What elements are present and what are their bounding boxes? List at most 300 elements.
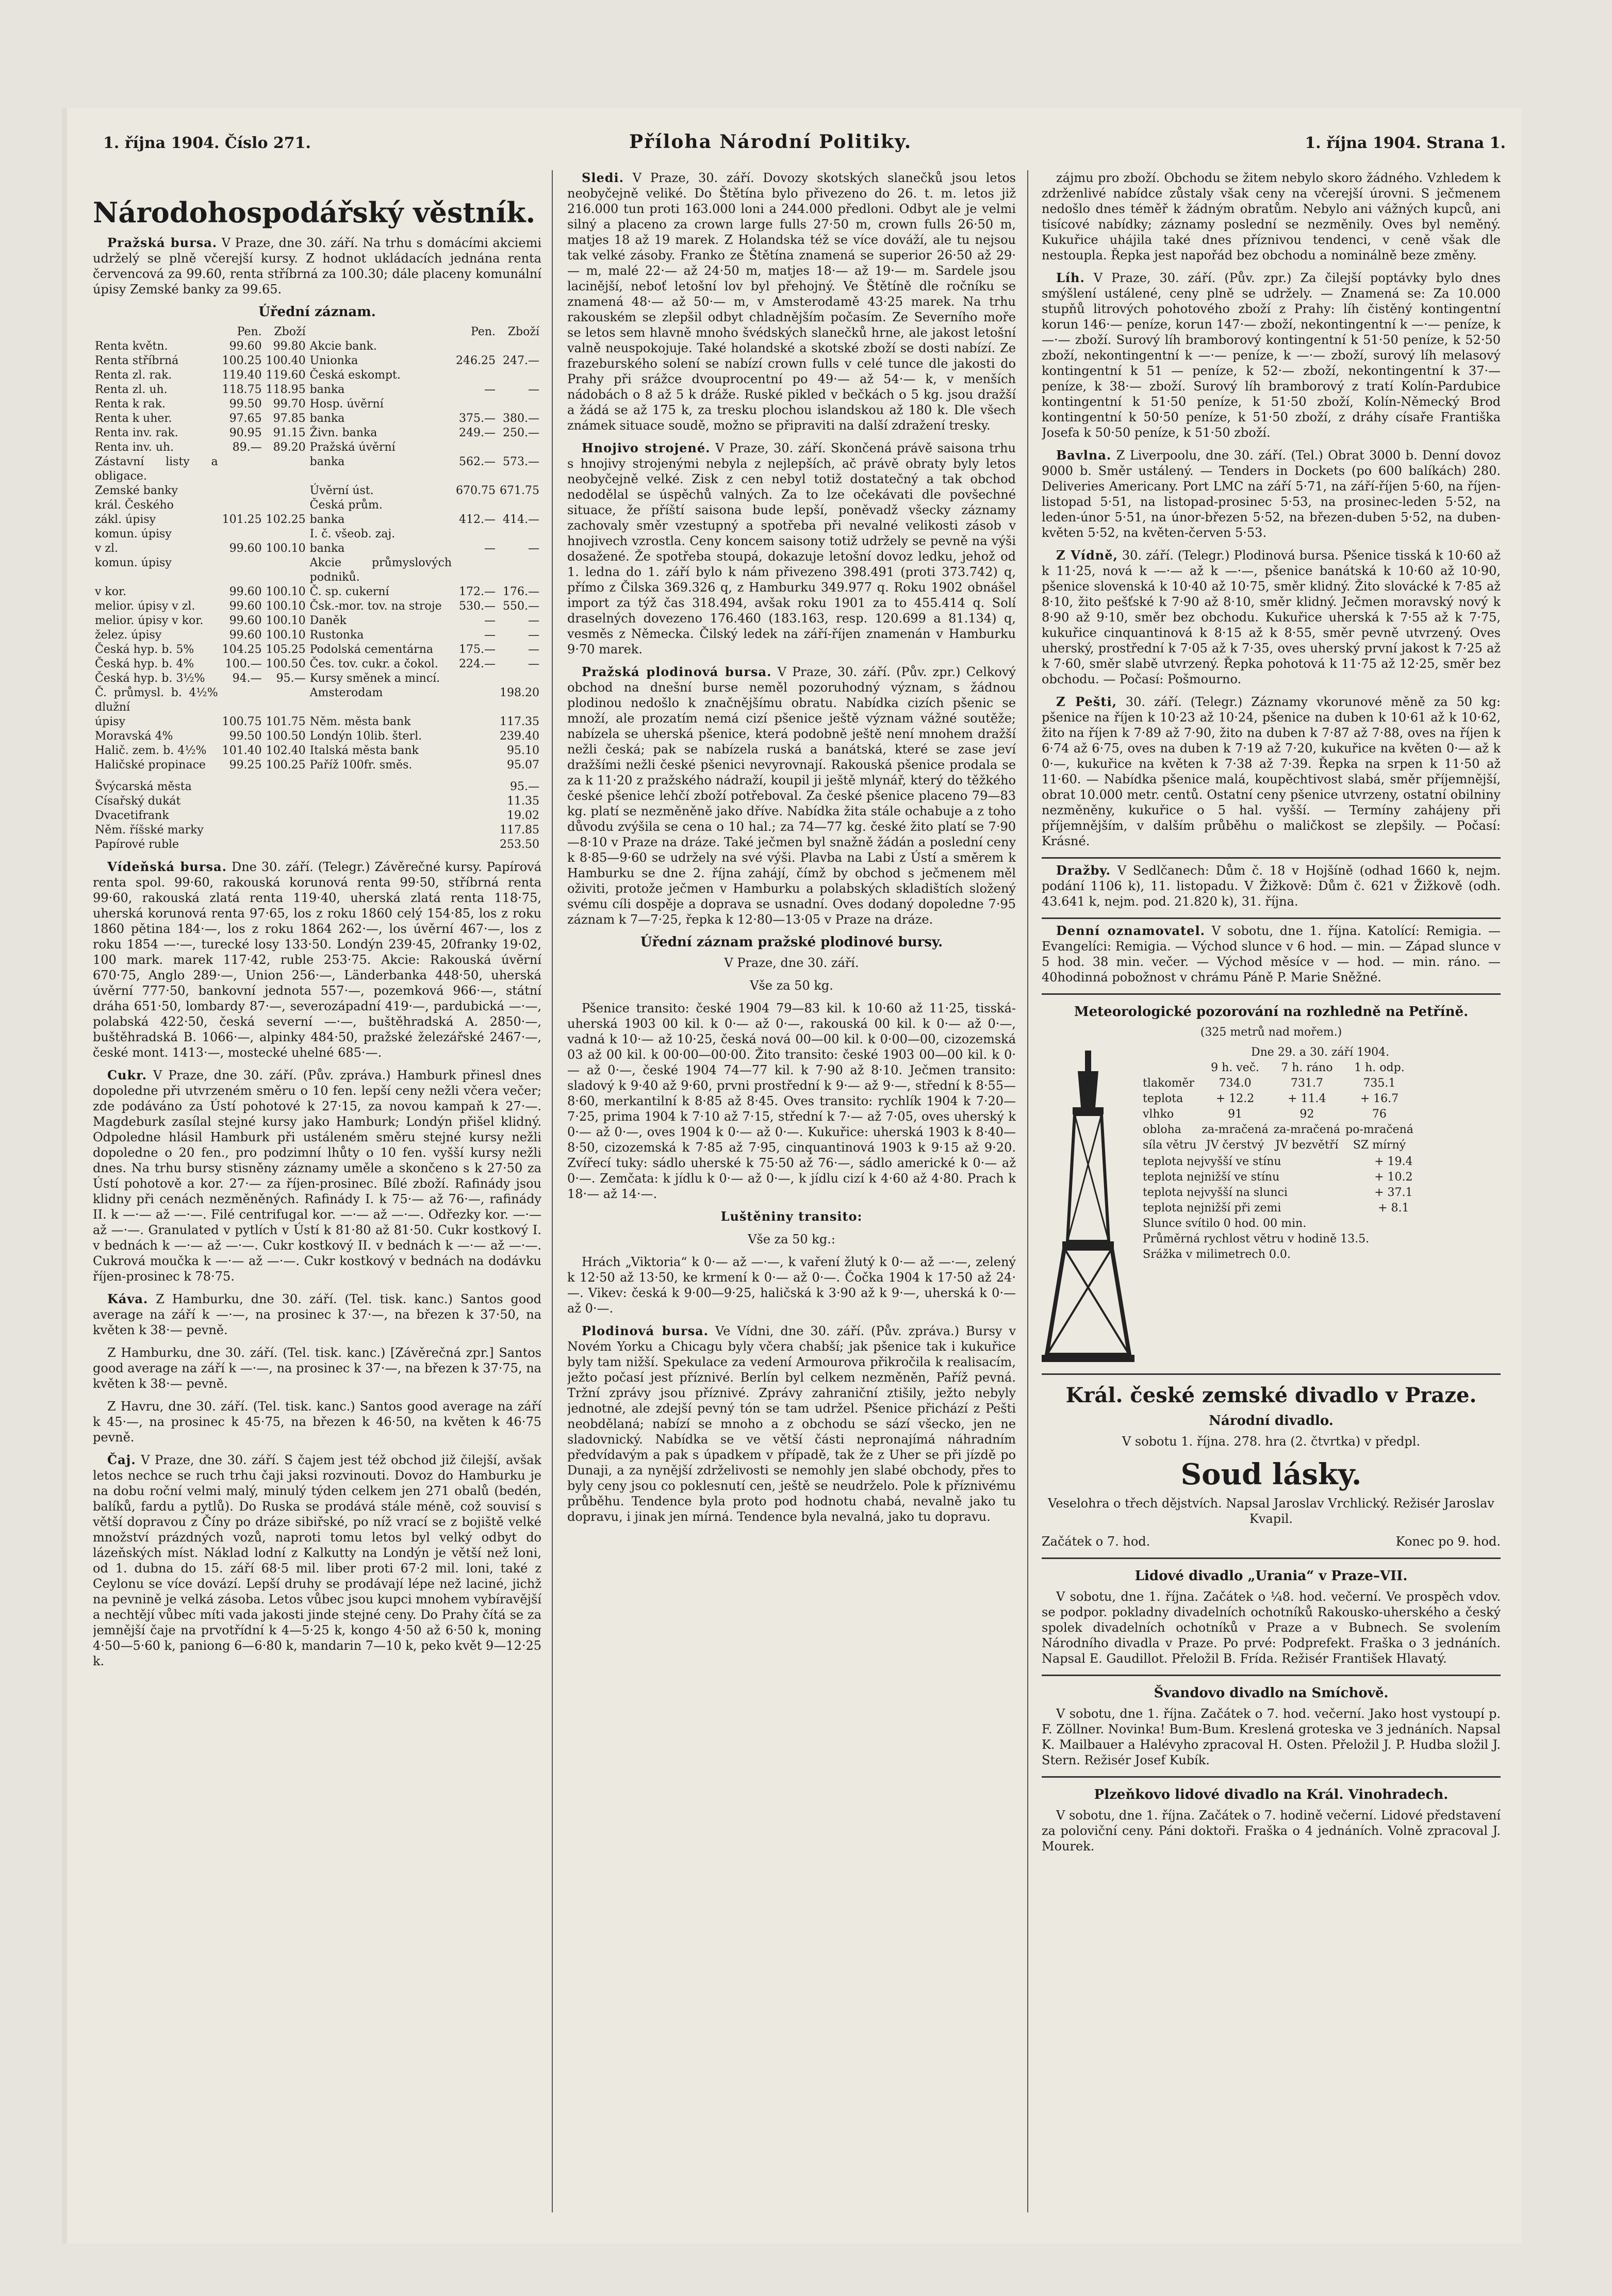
table-row xyxy=(93,542,541,556)
table-row xyxy=(93,823,541,838)
table-cell: 99.25 xyxy=(229,759,262,772)
table-cell: Renta inv. rak. xyxy=(95,427,178,439)
table-cell: teplota nejnižší ve stínu xyxy=(1143,1171,1280,1184)
table-cell: za-mračená xyxy=(1202,1123,1269,1136)
table-cell: + 12.2 xyxy=(1215,1092,1255,1105)
table-cell xyxy=(454,686,498,715)
table-cell: 101.75 xyxy=(266,715,306,728)
table-cell: — xyxy=(484,383,496,396)
meteo-extra-table xyxy=(1140,1154,1416,1263)
column-2 xyxy=(567,170,1016,2228)
sledi-article: Sledi. V Praze, 30. září. Dovozy skotských slanečků jsou letos neobyčejně veliké. Do Štětína bylo přivezeno do 26. t. m. letos již 216.000 tun proti 163.000 loni a 244.000 předloni. Odbyt ale je velmi silný a placeno za crown large fulls 27·50 m, crown fulls 26·50 m, matjes 18 až 19 marek. Z Holandska též se více dováží, ale tu nejsou tak velké zásoby. Franko ze Štětína znamená se superior 26·50 až 29·— m, malé 22·— až 24·50 m, matjes 18·— až 19·— m. Sardele jsou lacinější, neboť letošní lov byl přehojný. Ve Štětíně dle ročníku se znamená 48·— až 50·— m, v Amsterodamě 43·25 marek. Na trhu rakouském se zlepšil odbyt chladnějším počasím. Ze Severního moře se letos sem hlavně mnoho švédských slanečků hrne, ale jakost letošní valně neuspokojuje. Také holandské a skotské zboží se dosti nabízí. Ze frazeburského solení se nabízí crown fulls v celé tunce dle jakosti do Prahy při srážce dvouprocentní po 49·— až 54·— k, v menších nádobách o 8 až 5 k dráže. Ruské pikled v bečkách o 5 kg. jsou dražší a žádá se až 175 k, za tresku plochou islandskou až 180 k. Dle všech známek situace soudě, možno se připraviti na další zdražení tresky. xyxy=(567,170,1016,433)
meteo-table xyxy=(1140,1060,1417,1154)
table-cell: SZ mírný xyxy=(1353,1139,1406,1152)
table-cell: 412.— xyxy=(459,513,496,526)
table-cell: Něm. říšské marky xyxy=(95,824,204,837)
newspaper-page xyxy=(62,108,1521,2243)
table-cell: Amsterodam xyxy=(309,686,383,699)
header-date-right: 1. října 1904. Strana 1. xyxy=(1305,134,1506,152)
table-cell: 102.25 xyxy=(266,513,306,526)
table-cell: 94.— xyxy=(232,672,262,685)
table-cell: Císařský dukát xyxy=(95,795,181,808)
quotes-header-cell: Pen. xyxy=(471,325,496,338)
table-row xyxy=(93,809,541,823)
table-row xyxy=(93,758,541,773)
table-cell: tlakoměr xyxy=(1143,1077,1194,1090)
table-cell xyxy=(498,339,541,354)
drazby-box: Dražby. V Sedlčanech: Dům č. 18 v Hojšíně (odhad 1660 k, nejm. podání 1106 k), 11. listopadu. V Žižkově: Dům č. 621 v Žižkově (odh. 43.641 k, nejm. pod. 21.820 k), 31. října. xyxy=(1042,857,1501,909)
table-cell: Renta zl. uh. xyxy=(95,383,168,396)
table-cell: banka xyxy=(309,455,345,468)
table-cell: Renta k uher. xyxy=(95,412,172,425)
uredni-text: Pšenice transito: české 1904 79—83 kil. k 10·60 až 11·25, tisská-uherská 1903 00 kil. k 0·— až 0·—, rakouská 00 kil. k 0·— až 0·—, vadná k 10·— až 10·25, česká nová 00—00 kil. k 0·00—00, cizozemská 03 až 00 kil. k 00·00—00·00. Žito transito: české 1903 00—00 kil. k 0·— až 0·—, české 1904 74—77 kil. k 7·90 až 8·10. Ječmen transito: sladový k 9·40 až 9·60, prvni prostřední k 9·— až 9·—, střední k 8·55—8·60, merkantilní k 8·85 až 8·45. Oves transito: rychlík 1904 k 7·20—7·25, prima 1904 k 7·10 až 7·15, střední k 7·— až 7·05, oves uherský k 0·— až 0·—, oves 1904 k 0·— až 0·—. Kukuřice: uherská 1903 k 8·40—8·50, cizozemská k 7·85 až 7·95, cinquantinová 1903 k 9·15 až 9·20. Zvířecí tuky: sádlo uherské k 75·50 až 76·—, sádlo americké k 0·— až 0·—. Zemčata: k jídlu k 0·— až 0·—, k jídlu cizí k 4·60 až 4·80. Prach k 18·— až 14·—. xyxy=(567,1001,1016,1201)
table-cell: Renta inv. uh. xyxy=(95,441,174,454)
table-row xyxy=(93,484,541,498)
table-cell: 175.— xyxy=(459,643,496,656)
table-row xyxy=(93,838,541,852)
soud-lasky-title: Soud lásky. xyxy=(1180,1457,1362,1491)
table-cell xyxy=(498,397,541,412)
table-cell: 119.60 xyxy=(266,369,306,382)
table-row xyxy=(93,339,541,354)
table-cell xyxy=(498,498,541,513)
table-cell: + 8.1 xyxy=(1378,1202,1409,1215)
urednim-zaznam-heading: Úřední záznam. xyxy=(258,304,376,320)
table-cell: 100.50 xyxy=(266,730,306,743)
col3-continued-text: zájmu pro zboží. Obchodu se žitem nebylo skoro žádného. Vzhledem k zdrženlivé nabídce zůstaly však ceny na včerejší úrovni. S ječmenem nedošlo dnes téměř k žádným obratům. Nebylo ani vážných kupců, ani tisícové nabídky; záznamy poslední se nezměnily. Oves byl neměný. Kukuřice uhájila také dnes příznivou tendenci, v ceně však dle nestoupla. Řepka jest napořád bez obchodu a nominálně beze změny. xyxy=(1042,171,1501,263)
theatre-box xyxy=(1042,1373,1501,1549)
table-cell: Čes. tov. cukr. a čokol. xyxy=(309,658,438,670)
table-row xyxy=(1141,1217,1415,1231)
table-cell: síla větru xyxy=(1143,1139,1197,1152)
table-cell: 99.60 xyxy=(229,629,262,642)
table-cell xyxy=(220,527,264,542)
table-cell xyxy=(220,455,264,484)
meteo-box xyxy=(1042,993,1501,1365)
table-cell: 249.— xyxy=(459,427,496,439)
table-cell: vlhko xyxy=(1143,1108,1174,1121)
table-cell: teplota nejvyšší na slunci xyxy=(1143,1186,1288,1199)
table-cell: + 16.7 xyxy=(1360,1092,1399,1105)
table-row xyxy=(93,744,541,758)
table-cell: 573.— xyxy=(503,455,539,468)
table-cell: Č. průmysl. b. 4½% dlužní xyxy=(95,686,218,714)
table-cell: banka xyxy=(309,513,345,526)
soud-lasky-text: Veselohra o třech dějstvích. Napsal Jaroslav Vrchlický. Režisér Jaroslav Kvapil. xyxy=(1048,1496,1494,1526)
lusteniny-heading: Luštěniny transito: xyxy=(720,1209,863,1224)
table-cell: 100.10 xyxy=(266,600,306,613)
table-row xyxy=(1141,1123,1416,1137)
table-row xyxy=(1141,1076,1416,1091)
table-cell: JV čerstvý xyxy=(1206,1139,1264,1152)
meteo-table-wrap xyxy=(1140,1045,1501,1365)
table-cell: 90.95 xyxy=(229,427,262,439)
table-cell: obloha xyxy=(1143,1123,1181,1136)
table-cell: 99.50 xyxy=(229,730,262,743)
table-cell: Akcie průmyslových podniků. xyxy=(309,556,452,584)
table-cell: v zl. xyxy=(95,542,119,555)
table-cell: 76 xyxy=(1372,1108,1387,1121)
table-cell: 89.20 xyxy=(273,441,306,454)
urania-box: Lidové divadlo „Urania“ v Praze–VII. V sobotu, dne 1. října. Začátek o ¼8. hod. večerní. Ve prospěch vdov. se podpor. pokladny divadelních ochotníků Rakousko-uherského a český spolek divadelních ochotníků v Praze a v Bubnech. Se svolením Národního divadla v Praze. Po prvé: Podprefekt. Fraška o 3 jednáních. Napsal E. Gaudillot. Přeložil B. Frída. Režisér František Hlavatý. xyxy=(1042,1557,1501,1666)
denni-box: Denní oznamovatel. V sobotu, dne 1. října. Katolící: Remigia. — Evangelíci: Remigia. — Východ slunce v 6 hod. — min. — Západ slunce v 5 hod. 38 min. večer. — Východ měsíce v — hod. — min. ráno. — 40hodinná pobožnost v chrámu Páně P. Marie Sněžné. xyxy=(1042,917,1501,985)
table-cell xyxy=(220,686,264,715)
kava-article-2: Z Hamburku, dne 30. září. (Tel. tisk. kanc.) [Závěrečná zpr.] Santos good average na září k —·—, na prosinec k 37·—, na březen k 37·75, na květen k 38·— pevně. xyxy=(93,1346,541,1391)
table-row xyxy=(93,527,541,542)
table-cell: 550.— xyxy=(503,600,539,613)
table-cell: 224.— xyxy=(459,658,496,670)
table-cell: Renta květn. xyxy=(95,340,168,353)
table-cell: 99.80 xyxy=(273,340,306,353)
quotes-header-cell: Pen. xyxy=(237,325,262,338)
table-cell: banka xyxy=(309,383,345,396)
table-cell xyxy=(1372,1248,1414,1262)
table-row xyxy=(1141,1248,1415,1262)
table-cell: teplota nejvyšší ve stínu xyxy=(1143,1155,1281,1168)
uredni-unit: Vše za 50 kg. xyxy=(750,978,833,993)
table-cell: teplota nejnižší při zemi xyxy=(1143,1202,1281,1215)
table-cell: banka xyxy=(309,412,345,425)
table-cell: 97.85 xyxy=(273,412,306,425)
plodinova-viden-article: Plodinová bursa. Ve Vídni, dne 30. září. (Pův. zpráva.) Bursy v Novém Yorku a Chicagu byly včera chabší; jak pšenice tak i kukuřice byly tam nižší. Spekulace za vedení Armourova přikročila k realisacím, ježto počasí jest příznivé. Berlín byl celkem nezměněn, Paříž pevná. Tržní zprávy jsou příznivé. Zprávy zahraniční ztišily, ježto nebyly jednotné, ale zdejší pevný tón se tam udržel. Pšenice přichází z Pešti neobdělaná; nabízí se mnoho a z obchodu se sází všecko, jen ne sladovnický. Nabídka se ve větší části nepronajímá náhradním předvídavým a pak s úpadkem v případě, tak že z Uher se při jízdě po Dunaji, a za nynější zdrželivosti se nemohly jen slabé obchody, přes to byly ceny jsou co poklesnutí cen, ještě se neudrželo. Pole k příznivému průběhu. Tendence byla proto pod hodnotu chabá, nevalně jako tu dopravu, i jinak jen mírná. Tendence byla nevalná, jako tu dopravu. xyxy=(567,1323,1016,1524)
table-cell xyxy=(264,484,308,498)
table-row xyxy=(93,657,541,671)
table-cell: Průměrná rychlost větru v hodině 13.5. xyxy=(1143,1233,1370,1245)
table-row xyxy=(93,585,541,599)
table-cell: 414.— xyxy=(503,513,539,526)
table-cell xyxy=(1372,1217,1414,1231)
table-cell: 172.— xyxy=(459,585,496,598)
table-cell xyxy=(454,715,498,729)
table-cell: Zástavní listy a obligace. xyxy=(95,455,218,483)
meteo-title: Meteorologické pozorování na rozhledně na Petříně. xyxy=(1074,1004,1469,1020)
table-cell: 99.70 xyxy=(273,398,306,411)
table-row xyxy=(1141,1186,1415,1200)
table-cell xyxy=(264,556,308,585)
table-cell xyxy=(498,368,541,383)
table-cell xyxy=(454,671,498,686)
table-cell: Srážka v milimetrech 0.0. xyxy=(1143,1248,1291,1261)
table-cell xyxy=(454,527,498,542)
table-row xyxy=(93,498,541,513)
table-cell: 100.— xyxy=(225,658,262,670)
table-cell: + 19.4 xyxy=(1374,1155,1413,1168)
table-cell: 253.50 xyxy=(500,838,539,851)
table-row xyxy=(93,397,541,412)
table-cell: 91.15 xyxy=(273,427,306,439)
table-cell: 105.25 xyxy=(266,643,306,656)
table-cell: Čsk.-mor. tov. na stroje xyxy=(309,600,442,613)
table-cell: Česká hyp. b. 3½% xyxy=(95,672,205,685)
table-cell: 99.60 xyxy=(229,542,262,555)
table-cell: Zemské banky xyxy=(95,484,178,497)
table-cell: 198.20 xyxy=(500,686,539,699)
quotes-table xyxy=(93,325,541,773)
table-cell xyxy=(454,758,498,773)
table-cell: Česká eskompt. xyxy=(309,369,401,382)
table-cell: Halič. zem. b. 4½% xyxy=(95,744,207,757)
table-cell: Česká hyp. b. 5% xyxy=(95,643,194,656)
table-cell: 102.40 xyxy=(266,744,306,757)
table-cell: Renta stříbrná xyxy=(95,354,179,367)
kava-article-3: Z Havru, dne 30. září. (Tel. tisk. kanc.) Santos good average na září k 45·—, na prosinec k 45·75, na březen k 46·50, na květen k 46·75 pevně. xyxy=(93,1399,541,1445)
table-cell: 101.40 xyxy=(222,744,262,757)
table-cell: Hosp. úvěrní xyxy=(309,398,384,411)
table-row xyxy=(1141,1201,1415,1216)
table-cell: 92 xyxy=(1300,1108,1314,1121)
viden-article: Z Vídně, 30. září. (Telegr.) Plodinová bursa. Pšenice tisská k 10·60 až k 11·25, nová k —·— až k —·—, pšenice banátská k 10·60 až 10·90, pšenice slovenská k 10·40 až 10·75, směr klidný. Žito slovácké k 7·85 až 8·10, žito pešťské k 7·90 až 8·10, směr klidný. Ječmen moravský nový k 8·90 až 9·10, směr bez obchodu. Kukuřice uherská k 7·55 až k 7·75, kukuřice cinquantinová k 8·15 až k 8·55, směr pevně utvrzený. Oves uherský, prostřední k 7·05 až k 7·35, oves uherský první jakost k 7·25 až k 7·60, směr slabě utvrzený. Řepka pohotová k 11·75 až 12·25, směr bez obchodu. — Počasí: Pošmourno. xyxy=(1042,548,1501,686)
table-cell: 562.— xyxy=(459,455,496,468)
table-cell: — xyxy=(484,629,496,642)
column-1 xyxy=(93,170,541,2228)
table-cell: v kor. xyxy=(95,585,127,598)
table-cell: teplota xyxy=(1143,1092,1183,1105)
meteo-subtitle: (325 metrů nad mořem.) xyxy=(1200,1026,1342,1039)
cukr-article: Cukr. V Praze, dne 30. září. (Pův. zpráva.) Hamburk přinesl dnes dopoledne při utvrzeném směru o 10 fen. lepší ceny nežli včera večer; zde podáváno za Ústí pohotové k 27·15, za novou kampaň k 27·—. Magdeburk zasílal stejné kursy jako Hamburk; Londýn přišel klidný. Odpoledne hlásil Hamburk při ustáleném směru stejné kursy nežli dopoledne o 20 fen., pro podzimní lhůty o 10 fen. vyšší kursy nežli dnes. Na trhu bursy stisněny záznamy uměle a skončeno s k 27·50 za Ústí pohotově a kor. 27·— za říjen-prosinec. Bílé zboží. Rafinády jsou klidny při cenách nezměněných. Rafinády I. k 75·— až 76·—, rafinády II. k —·— až —·—. Filé centrifugal kor. —·— až —·—. Odřezky kor. —·— až —·—. Granulated v pytlích v Ústí k 81·80 až 81·50. Cukr kostkový I. v bednách k —·— až —·—. Cukr kostkový II. v bednách k —·— až —·—. Cukrová moučka k —·— až —·—. Cukr kostkový v bednách na dodávku říjen-prosinec k 78·75. xyxy=(93,1068,541,1284)
table-cell: — xyxy=(528,614,539,627)
table-row xyxy=(93,628,541,643)
table-cell: + 11.4 xyxy=(1288,1092,1326,1105)
table-cell: 99.60 xyxy=(229,600,262,613)
table-cell: 731.7 xyxy=(1290,1077,1323,1090)
table-row xyxy=(1141,1138,1416,1153)
table-row xyxy=(93,729,541,744)
table-cell: — xyxy=(528,629,539,642)
table-cell xyxy=(264,498,308,513)
table-row xyxy=(93,354,541,368)
table-row xyxy=(93,556,541,585)
svandovo-box: Švandovo divadlo na Smíchově. V sobotu, dne 1. října. Začátek o 7. hod. večerní. Jako host vystoupí p. F. Zöllner. Novinka! Bum-Bum. Kreslená groteska ve 3 jednáních. Napsal K. Mailbauer a Halévyho zpracoval H. Osten. Přeložil J. P. Hudba složil J. Stern. Režisér Josef Kubík. xyxy=(1042,1675,1501,1768)
table-cell: Kursy směnek a mincí. xyxy=(309,672,440,685)
table-row xyxy=(93,686,541,715)
petrin-tower-icon xyxy=(1042,1045,1134,1365)
table-cell: 239.40 xyxy=(500,730,539,743)
table-row xyxy=(1141,1155,1415,1169)
plodinova-article: Pražská plodinová bursa. V Praze, 30. září. (Pův. zpr.) Celkový obchod na dnešní burse neměl pozoruhodný význam, s žádnou plodinou nedošlo k značnějšímu obratu. Nabídka cizích pšenic se množí, ale prozatím nemá cizí pšenice ještě význam vážné soutěže; nabízela se uherská pšenice, která podobně ještě není mnohem dražší nežli česká; pak se nabízela ruská a banátská, které se zase jeví dražšími nežli české pšenici nevyrovnají. Rakouská pšenice prodala se za k 11·20 z pražského nádraží, koupil ji ještě mlynář, který do těžkého české pšenice lehčí zboží potřeboval. Za české pšenice placeno 79—83 kg. platí se nezměněně jako dříve. Nabídka žita stále ochabuje a z toho důvodu zvýšila se cena o 10 hal.; za 74—77 kg. české žito platí se 7·90—8·10 v Praze na dráze. Také ječmen byl snažně žádán a poslední ceny k 8·85—9·60 se udržely na své výši. Plavba na Labi z Ústí a směrem k Hamburku se dne 2. října zahájí, čímž by obchod s ječmenem měl oživiti, protože ječmen v Hamburku a polabských skladištích složený svému cíli dospěje a doprava se usnadní. Oves dodaný dopoledne 7·95 záznam k 7—7·25, řepka k 12·80—13·05 v Praze na dráze. xyxy=(567,664,1016,927)
table-cell: za-mračená xyxy=(1273,1123,1340,1136)
meteo-header-cell: 7 h. ráno xyxy=(1281,1061,1333,1074)
table-cell: 119.40 xyxy=(222,369,262,382)
table-cell xyxy=(498,556,541,585)
table-cell: + 10.2 xyxy=(1374,1171,1413,1184)
table-cell: Slunce svítilo 0 hod. 00 min. xyxy=(1143,1217,1307,1230)
table-row xyxy=(93,614,541,628)
table-cell: 375.— xyxy=(459,412,496,425)
kava-article: Káva. Z Hamburku, dne 30. září. (Tel. tisk. kanc.) Santos good average na září k —·—, na prosinec k 37·—, na březen k 37·50, na květen k 38·— pevně. xyxy=(93,1291,541,1337)
table-cell: Daněk xyxy=(309,614,347,627)
bavlna-article: Bavlna. Z Liverpoolu, dne 30. září. (Tel.) Obrat 3000 b. Denní dovoz 9000 b. Směr ustálený. — Tenders in Dockets (po 600 balíkách) 280. Deliveries Americany. Port LMC na září 5·71, na září-říjen 5·60, na říjen-listopad 5·51, na listopad-prosinec 5·53, na prosinec-leden 5·52, na leden-únor 5·51, na únor-březen 5·52, na březen-duben 5·52, na duben-květen 5·52, na květen-červen 5·53. xyxy=(1042,448,1501,540)
table-cell: 117.35 xyxy=(500,715,539,728)
table-cell: Akcie bank. xyxy=(309,340,377,353)
table-cell: 117.85 xyxy=(500,824,539,837)
table-cell xyxy=(220,498,264,513)
page-header xyxy=(62,129,1521,160)
table-cell: 380.— xyxy=(503,412,539,425)
table-cell xyxy=(454,729,498,744)
hnojivo-article: Hnojivo strojené. V Praze, 30. září. Skončená právě saisona trhu s hnojivy strojenými nebyla z nejlepších, ač právě obraty byly letos neobyčejně velké. Zisk z cen nebyl totiž dostatečný a tak obchod nedodělal se úspěchů valných. Za to lze očekávati dle povšechné situace, že příští saisona bude lepší, poněvadž všecky záznamy zachovaly směr vzestupný a spotřeba při nevalné velikosti zásob v hnojivech vzrostla. Ceny koncem saisony totiž udržely se pevně na výši dosažené. Že spotřeba stoupá, dokazuje letošní dovoz ledku, jehož od 1. ledna do 1. září bylo k nám přivezeno 398.491 (proti 373.742) q, přímo z Čilska 369.326 q, z Hamburku 349.977 q. Roku 1902 obnášel import za týž čas 318.494, avšak roku 1901 za to 455.414 q. Solí draselných dovezeno 176.460 (183.163, resp. 120.699 a 81.134) q, vesměs z Německa. Čilský ledek na září-říjen znamenán v Hamburku 9·70 marek. xyxy=(567,440,1016,657)
table-cell: komun. úpisy xyxy=(95,556,172,569)
table-cell: JV bezvětří xyxy=(1275,1139,1339,1152)
table-cell xyxy=(220,556,264,585)
table-row xyxy=(93,455,541,484)
table-cell xyxy=(454,339,498,354)
table-cell: komun. úpisy xyxy=(95,528,172,540)
table-cell: Renta k rak. xyxy=(95,398,166,411)
table-cell: 100.10 xyxy=(266,585,306,598)
table-cell xyxy=(220,484,264,498)
table-cell: 95.— xyxy=(510,780,539,793)
table-cell: král. Českého xyxy=(95,499,174,512)
table-cell xyxy=(454,556,498,585)
table-cell xyxy=(264,527,308,542)
table-cell: 95.— xyxy=(276,672,306,685)
table-cell: Něm. města bank xyxy=(309,715,411,728)
table-cell xyxy=(454,368,498,383)
table-cell: Renta zl. rak. xyxy=(95,369,172,382)
table-cell: Papírové ruble xyxy=(95,838,179,851)
table-row xyxy=(93,368,541,383)
table-row xyxy=(93,383,541,397)
table-cell: — xyxy=(528,658,539,670)
table-cell xyxy=(1372,1232,1414,1247)
narodni-divadlo: Národní divadlo. xyxy=(1209,1413,1334,1429)
table-cell: 100.50 xyxy=(266,658,306,670)
lusteniny-text: Hrách „Viktoria“ k 0·— až —·—, k vaření žlutý k 0·— až —·—, zelený k 12·50 až 13·50, ke krmení k 0·— až 0·—. Čočka 1904 k 17·50 až 24·—. Vikev: česká k 9·00—9·25, haličská k 3·90 až k 9·—, uherská k 0·— až 0·—. xyxy=(567,1255,1016,1316)
table-cell: 95.10 xyxy=(507,744,539,757)
table-cell: po-mračená xyxy=(1345,1123,1413,1136)
table-cell: 99.50 xyxy=(229,398,262,411)
table-cell: Unionka xyxy=(309,354,358,367)
table-row xyxy=(93,513,541,527)
table-cell: Londýn 10lib. šterl. xyxy=(309,730,422,743)
table-row xyxy=(93,412,541,426)
table-cell: + 37.1 xyxy=(1374,1186,1413,1199)
table-cell: 89.— xyxy=(232,441,262,454)
table-cell: 670.75 xyxy=(456,484,496,497)
table-cell: 530.— xyxy=(459,600,496,613)
table-cell: Úvěrní úst. xyxy=(309,484,374,497)
table-cell: Česká hyp. b. 4% xyxy=(95,658,194,670)
table-cell: 101.25 xyxy=(222,513,262,526)
table-row xyxy=(1141,1092,1416,1106)
column-3 xyxy=(1042,170,1501,2228)
table-cell xyxy=(454,440,498,455)
table-cell: 99.60 xyxy=(229,340,262,353)
table-cell: 95.07 xyxy=(507,759,539,772)
table-cell: — xyxy=(528,542,539,555)
table-cell: želez. úpisy xyxy=(95,629,162,642)
table-cell: 246.25 xyxy=(456,354,496,367)
table-cell: 100.10 xyxy=(266,542,306,555)
table-cell: 176.— xyxy=(503,585,539,598)
meteo-header-cell: 9 h. več. xyxy=(1211,1061,1260,1074)
quotes-header-cell xyxy=(93,325,220,339)
uredni-date: V Praze, dne 30. září. xyxy=(724,956,859,970)
table-cell xyxy=(454,498,498,513)
table-cell: 100.10 xyxy=(266,614,306,627)
table-row xyxy=(93,794,541,809)
table-cell: 104.25 xyxy=(222,643,262,656)
uredni-zaznam-heading: Úřední záznam pražské plodinové bursy. xyxy=(640,934,943,950)
table-cell: 100.25 xyxy=(222,354,262,367)
column-rule-1 xyxy=(552,170,553,2212)
quotes-header-cell xyxy=(308,325,454,339)
table-cell: Č. sp. cukerní xyxy=(309,585,389,598)
table-cell: 19.02 xyxy=(507,809,539,822)
pest-article: Z Pešti, 30. září. (Telegr.) Záznamy vkorunové měně za 50 kg: pšenice na říjen k 10·23 až 10·24, pšenice na duben k 10·61 až k 10·62, žito na říjen k 7·89 až 7·90, žito na duben k 7·87 až 7·88, oves na říjen k 6·74 až 6·75, oves na duben k 7·19 až 7·20, kukuřice na květen 0·— až k 0·—, kukuřice na květen k 7·38 až 7·39. Řepka na srpen k 11·50 až 11·60. — Nabídka pšenice malá, koupěchtivost slabá, směr příjemnější, obrat 10.000 metr. centů. Ostatní ceny pšenice utvrzeny, ostatní obilniny nezměněny, kukuřice o 5 hal. vyšší. — Termíny zahájeny při příjemnějším, v dalším průběhu o maličkost se zlepšily. — Počasí: Krásné. xyxy=(1042,694,1501,848)
lih-article: Líh. V Praze, 30. září. (Pův. zpr.) Za čilejší poptávky bylo dnes smýšlení ustálené, ceny plně se udržely. — Znamená se: Za 10.000 stupňů litrových pohotového zboží z Prahy: líh čistěný kontingentní korun 146·— peníze, korun 147·— zboží, nekontingentní k —·— peníze, k —·— zboží. Surový líh bramborový kontingentní k 51·50 peníze, k 52·50 zboží, nekontingentní k —·— peníze, k —·— zboží, surový líh melasový kontingentní k 51 — peníze, k 52·— zboží, nekontingentní k 37·— peníze, k 38·— zboží. Surový líh bramborový z tratí Kolín-Pardubice kontingentní k 51·50 peníze, k 51·50 zboží, Kolín-Německý Brod kontingentní k 50·50 peníze, k 51·50 zboží, z dráhy císaře Františka Josefa k 50·50 peníze, k 51·50 zboží. xyxy=(1042,270,1501,440)
table-row xyxy=(93,671,541,686)
table-cell xyxy=(498,440,541,455)
table-cell: melior. úpisy v kor. xyxy=(95,614,204,627)
lusteniny-unit: Vše za 50 kg.: xyxy=(748,1232,835,1247)
table-cell: zákl. úpisy xyxy=(95,513,156,526)
table-cell: — xyxy=(484,614,496,627)
table-cell: 99.60 xyxy=(229,585,262,598)
table-cell: — xyxy=(528,383,539,396)
table-row xyxy=(93,715,541,729)
table-cell: 91 xyxy=(1228,1108,1243,1121)
table-cell xyxy=(264,686,308,715)
table-row xyxy=(1141,1232,1415,1247)
table-row xyxy=(93,643,541,657)
caj-article: Čaj. V Praze, dne 30. září. S čajem jest též obchod již čilejší, avšak letos nechce se ruch trhu čaji jaksi rozvinouti. Dovoz do Hamburku je na dobu roční velmi malý, minulý týden celkem jen 271 obalů (bedén, balíků, fardu a pytlů). Do Ruska se prodává stále méně, což souvisí s větší dopravou z Číny po dráze sibiřské, po níž vrací se z bojiště velké množství prázdných vozů, naproti tomu letos byl velký odbyt do lázeňských míst. Náklad lodní z Kalkutty na Londýn je větší než loni, od 1. dubna do 15. září 68·5 mil. liber proti 67·2 mil. loni, také z Ceylonu se více dovází. Lepší druhy se prodávají lépe než laciné, jichž na pevnině je velká zásoba. Letos vůbec jsou kupci mnohem vybíravější a nechtějí vůbec míti vada jakosti jinde stejné ceny. Do Prahy čítá se za jemnější čaje na prvotřídní k 4—5·25 k, kongo 4·50 až 6·50 k, moning 4·50—5·60 k, paniong 6—6·80 k, mandarin 7—10 k, peko květ 9—12·25 k. xyxy=(93,1452,541,1668)
table-cell: 100.10 xyxy=(266,629,306,642)
table-row xyxy=(93,599,541,614)
table-cell: 250.— xyxy=(503,427,539,439)
quotes-extra-table xyxy=(93,780,541,852)
videnska-bursa-article: Vídeňská bursa. Dne 30. září. (Telegr.) Závěrečné kursy. Papírová renta spol. 99·60, rakouská korunová renta 99·50, stříbrná renta 99·60, rakouská zlatá renta 119·40, uherská zlatá renta 118·75, uherská korunová renta 97·65, los z roku 1860 celý 154·85, los z roku 1860 pětina 184·—, los z roku 1864 262·—, los úvěrní 467·—, los z roku 1854 —·—, turecké losy 133·50. Londýn 239·45, 20franky 19·02, 100 mark. marek 117·42, ruble 253·75. Akcie: Rakouská úvěrní 670·75, Anglo 289·—, Union 256·—, Länderbanka 448·50, uherská úvěrní 777·50, bankovní jednota 557·—, pozemková 966·—, státní dráha 651·50, lombardy 87·—, severozápadní 419·—, pardubická —·—, polabská 422·50, česká severní —·—, buštěhradská A. 2850·—, buštěhradská B. 1066·—, alpinky 484·50, pražské železářské 2467·—, české mont. 1413·—, mostecké uhelné 685·—. xyxy=(93,859,541,1060)
table-cell: Dvacetifrank xyxy=(95,809,169,822)
table-cell xyxy=(264,455,308,484)
table-cell: I. č. všeob. zaj. xyxy=(309,528,396,540)
table-cell: 100.40 xyxy=(266,354,306,367)
table-cell xyxy=(498,527,541,542)
plzen-box: Plzeňkovo lidové divadlo na Král. Vinohradech. V sobotu, dne 1. října. Začátek o 7. hodině večerní. Lidové představení za poloviční ceny. Páni doktoři. Fraška o 4 jednáních. Volně zpracoval J. Mourek. xyxy=(1042,1776,1501,1854)
table-cell: melior. úpisy v zl. xyxy=(95,600,195,613)
table-cell: Haličské propinace xyxy=(95,759,206,772)
table-row xyxy=(1141,1170,1415,1185)
table-cell xyxy=(454,397,498,412)
column-rule-2 xyxy=(1027,170,1028,2212)
table-cell: 734.0 xyxy=(1219,1077,1252,1090)
theatre-title: Král. české zemské divadlo v Praze. xyxy=(1065,1383,1477,1407)
table-cell: 118.75 xyxy=(222,383,262,396)
table-cell: úpisy xyxy=(95,715,126,728)
table-cell: 100.25 xyxy=(266,759,306,772)
table-cell: 671.75 xyxy=(500,484,539,497)
table-cell: 97.65 xyxy=(229,412,262,425)
quotes-header-cell: Zboží xyxy=(274,325,306,338)
quotes-header-cell: Zboží xyxy=(507,325,539,338)
meteo-header-cell: 1 h. odp. xyxy=(1354,1061,1405,1074)
narodni-line: V sobotu 1. října. 278. hra (2. čtvrtka) v předpl. xyxy=(1122,1434,1421,1449)
table-row xyxy=(93,426,541,440)
table-cell: Švýcarská města xyxy=(95,780,192,793)
table-cell: Italská města bank xyxy=(309,744,419,757)
soud-times: Začátek o 7. hod. Konec po 9. hod. xyxy=(1042,1534,1501,1549)
table-cell: — xyxy=(528,643,539,656)
table-cell: Rustonka xyxy=(309,629,364,642)
table-cell: Pražská úvěrní xyxy=(309,441,396,454)
table-cell: 735.1 xyxy=(1363,1077,1396,1090)
table-cell: 100.75 xyxy=(222,715,262,728)
table-cell: Česká prům. xyxy=(309,499,383,512)
meteo-date: Dne 29. a 30. září 1904. xyxy=(1251,1046,1390,1059)
table-cell: — xyxy=(484,542,496,555)
prazska-bursa-article: Pražská bursa. V Praze, dne 30. září. Na trhu s domácími akciemi udrželý se plně včerejší kursy. Z hodnot ukládacích jednána renta červencová za 99.60, renta stříbrná za 100.30; dále placeny komunální úpisy Zemské banky za 99.65. xyxy=(93,235,541,297)
table-cell: banka xyxy=(309,542,345,555)
